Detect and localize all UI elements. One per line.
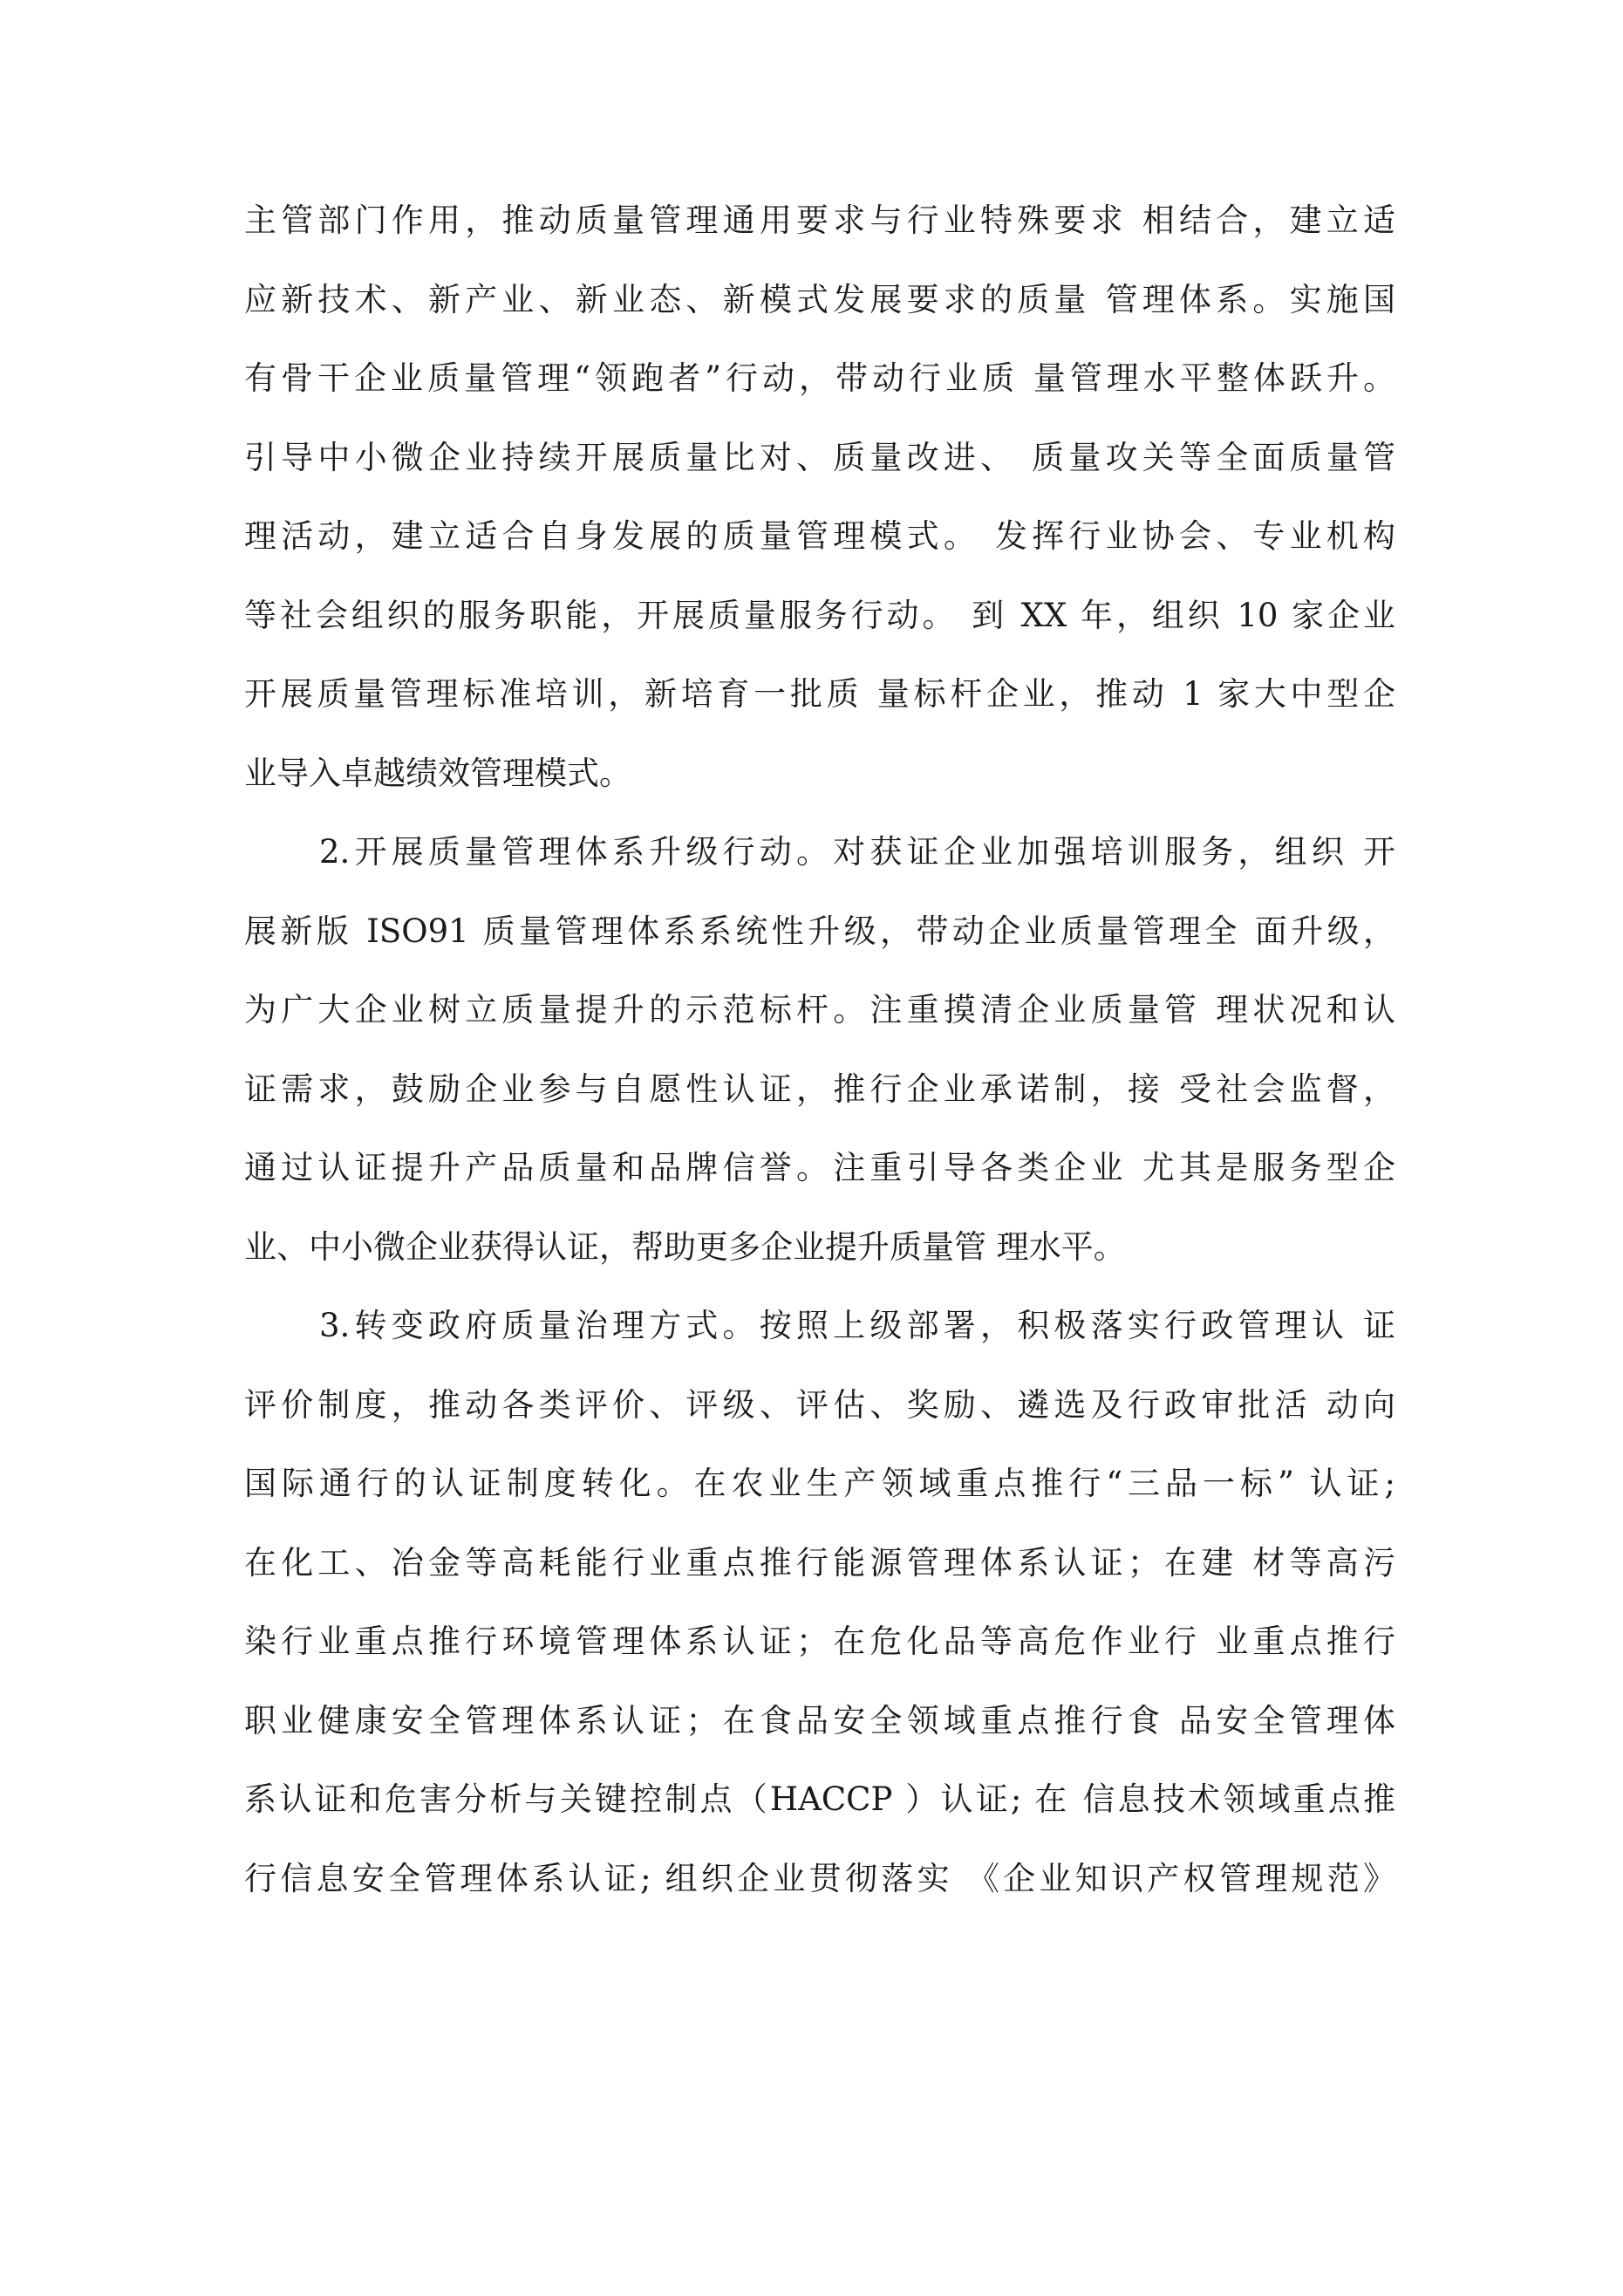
text-line: 系认证和危害分析与关键控制点（HACCP ）认证; 在 信息技术领域重点推 (244, 1780, 1395, 1818)
text-line: 业导入卓越绩效管理模式。 (244, 754, 631, 792)
text-line: 有骨干企业质量管理“领跑者”行动，带动行业质 量管理水平整体跃升。 (244, 359, 1395, 397)
text-line: 证需求，鼓励企业参与自愿性认证，推行企业承诺制，接 受社会监督， (244, 1069, 1395, 1108)
text-line: 在化工、冶金等高耗能行业重点推行能源管理体系认证；在建 材等高污 (244, 1543, 1395, 1582)
text-line: 引导中小微企业持续开展质量比对、质量改进、 质量攻关等全面质量管 (244, 438, 1395, 476)
text-line: 开展质量管理标准培训，新培育一批质 量标杆企业，推动 1 家大中型企 (244, 675, 1395, 713)
text-line: 行信息安全管理体系认证; 组织企业贯彻落实 《企业知识产权管理规范》 (244, 1859, 1395, 1897)
text-line: 等社会组织的服务职能，开展质量服务行动。 到 XX 年，组织 10 家企业 (244, 596, 1395, 634)
text-line: 展新版 ISO91 质量管理体系系统性升级，带动企业质量管理全 面升级， (244, 912, 1395, 950)
document-body (244, 197, 1395, 1934)
text-line: 染行业重点推行环境管理体系认证；在危化品等高危作业行 业重点推行 (244, 1623, 1395, 1660)
text-line: 理活动，建立适合自身发展的质量管理模式。 发挥行业协会、专业机构 (244, 517, 1395, 555)
text-line: 3.转变政府质量治理方式。按照上级部署，积极落实行政管理认 证 (319, 1307, 1395, 1344)
text-line: 2.开展质量管理体系升级行动。对获证企业加强培训服务，组织 开 (319, 833, 1395, 871)
paragraph-3 (244, 1302, 1395, 1902)
text-line: 职业健康安全管理体系认证；在食品安全领域重点推行食 品安全管理体 (244, 1701, 1395, 1739)
text-line: 主管部门作用，推动质量管理通用要求与行业特殊要求 相结合，建立适 (244, 202, 1395, 239)
paragraph-1 (244, 197, 1395, 796)
text-line: 业、中小微企业获得认证，帮助更多企业提升质量管 理水平。 (244, 1227, 1126, 1266)
text-line: 国际通行的认证制度转化。在农业生产领域重点推行“三品一标” 认证; (244, 1465, 1395, 1502)
text-line: 应新技术、新产业、新业态、新模式发展要求的质量 管理体系。实施国 (244, 280, 1395, 318)
paragraph-2 (244, 829, 1395, 1270)
text-line: 评价制度，推动各类评价、评级、评估、奖励、遴选及行政审批活 动向 (244, 1385, 1395, 1424)
text-line: 通过认证提升产品质量和品牌信誉。注重引导各类企业 尤其是服务型企 (244, 1149, 1395, 1186)
text-line: 为广大企业树立质量提升的示范标杆。注重摸清企业质量管 理状况和认 (244, 991, 1395, 1028)
